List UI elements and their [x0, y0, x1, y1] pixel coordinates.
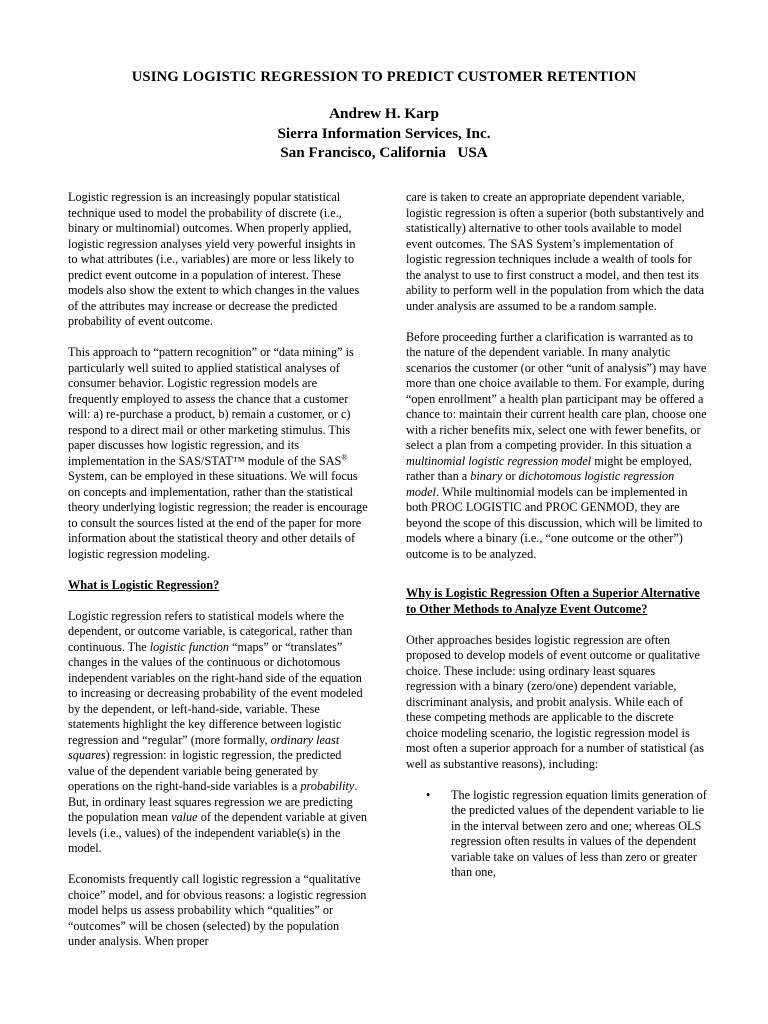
intro-paragraph-1: Logistic regression is an increasingly popular statistical technique used to model the probability of discrete (i.e., binary or multinomial) outcomes. When properly applied, logistic regression analyses yield very powerful insights in to what attributes (i.e., variables) are more or less likely to predict event outcome in a population of interest. These models also show the extent to which changes in the values of the attributes may increase or decrease the predicted probability of event outcome. — [68, 190, 360, 328]
section-heading-why-superior: Why is Logistic Regression Often a Superior Alternative to Other Methods to Analyze Event Outcome? — [406, 586, 700, 616]
def-italic-ols: ordinary least squares — [68, 732, 340, 762]
clar-text-d: . While multinomial models can be implemented in both PROC LOGISTIC and PROC GENMOD, they are beyond the scope of this discussion, which will be limited to models where a binary (i.e., “one outcome or the other”) outcome is to be analyzed. — [406, 484, 703, 561]
continued-paragraph: care is taken to create an appropriate dependent variable, logistic regression is often a superior (both substantively and statistically) alternative to other tools available to model event outcomes. The SAS System’s implementation of logistic regression techniques include a wealth of tools for the analyst to use to first construct a model, and then test its ability to perform well in the population from which the data under analysis are assumed to be a random sample. — [406, 190, 705, 313]
registered-mark: ® — [341, 452, 348, 462]
def-text-d: . But, in ordinary least squares regression we are predicting the population mean — [68, 779, 358, 824]
clar-text-a: Before proceeding further a clarification is warranted as to the nature of the dependent variable. In many analytic scenarios the customer (or other “unit of analysis”) may have more than one choice available to them. For example, during “open enrollment” a health plan participant may be offered a chance to: maintain their current health care plan, choose one with a richer benefits mix, select one with fewer benefits, or select a plan from a competing provider. In this situation a — [406, 329, 707, 452]
bullet-icon: • — [426, 787, 431, 802]
intro-paragraph-2-text-b: System, can be employed in these situations. We will focus on concepts and implementation, rather than the statistical theory underlying logistic regression; the reader is encourage to consult the sources listed at the end of the paper for more information about the statistical theory and other details of logistic regression modeling. — [68, 469, 368, 561]
intro-paragraph-2-text-a: This approach to “pattern recognition” or “data mining” is particularly well suited to applied statistical analyses of consumer behavior. Logistic regression models are frequently employed to assess the chance that a customer will: a) re-purchase a product, b) remain a customer, or c) respond to a direct mail or other marketing stimulus. This paper discusses how logistic regression, and its implementation in the SAS/STAT™ module of the SAS — [68, 345, 354, 468]
intro-paragraph-2 — [68, 345, 368, 562]
right-column — [406, 190, 708, 881]
def-text-e: of the dependent variable at given levels (i.e., values) of the independent variable(s) in the model. — [68, 810, 368, 855]
def-italic-logistic-function: logistic function — [149, 639, 230, 654]
def-italic-probability: probability — [300, 779, 355, 793]
author-affiliation: Sierra Information Services, Inc. — [277, 124, 491, 142]
clar-text-c: or — [502, 469, 519, 483]
section-heading-what-is: What is Logistic Regression? — [68, 577, 220, 592]
def-text-b: “maps” or “translates” changes in the values of the continuous or dichotomous independent variables on the right-hand side of the equation to increasing or decreasing probability of the event modeled by the dependent, or left-hand-side, variable. These statements highlight the key difference between logistic regression and “regular” (more formally, — [68, 639, 363, 747]
author-location: San Francisco, California USA — [280, 144, 488, 161]
reasons-list — [406, 788, 708, 881]
def-text-a: Logistic regression refers to statistical models where the dependent, or outcome variable, is categorical, rather than continuous. The — [68, 608, 353, 654]
paper-title: USING LOGISTIC REGRESSION TO PREDICT CUSTOMER RETENTION — [131, 69, 637, 85]
left-column — [68, 190, 368, 965]
author-name: Andrew H. Karp — [329, 105, 439, 122]
clar-italic-dichotomous: dichotomous logistic regression model — [406, 469, 675, 499]
clarification-paragraph — [406, 330, 708, 563]
economists-paragraph: Economists frequently call logistic regression a “qualitative choice” model, and for obvious reasons: a logistic regression model helps us assess probability which “qualities” or “outcomes” will be chosen (selected) by the population under analysis. When proper — [68, 872, 367, 948]
def-text-c: ) regression: in logistic regression, the predicted value of the dependent variable being generated by operations on the right-hand-side variables is a — [68, 748, 342, 793]
clar-italic-binary: binary — [470, 469, 503, 483]
author-block — [0, 104, 768, 163]
list-item-text: The logistic regression equation limits generation of the predicted values of the dependent variable to lie in the interval between zero and one; whereas OLS regression often results in values of the dependent variable take on values of less than zero or greater than one, — [451, 787, 707, 879]
def-italic-value: value — [171, 810, 198, 824]
clar-italic-multinomial: multinomial logistic regression model — [406, 453, 592, 468]
clar-text-b: might be employed, rather than a — [406, 453, 692, 483]
approaches-paragraph: Other approaches besides logistic regression are often proposed to develop models of event outcome or qualitative choice. These include: using ordinary least squares regression with a binary (zero/one) dependent variable, discriminant analysis, and probit analysis. While each of these competing methods are applicable to the discrete choice modeling scenario, the logistic regression model is most often a superior approach for a number of statistical (as well as substantive reasons), including: — [406, 632, 704, 771]
definition-paragraph — [68, 609, 368, 857]
list-item — [406, 788, 708, 881]
